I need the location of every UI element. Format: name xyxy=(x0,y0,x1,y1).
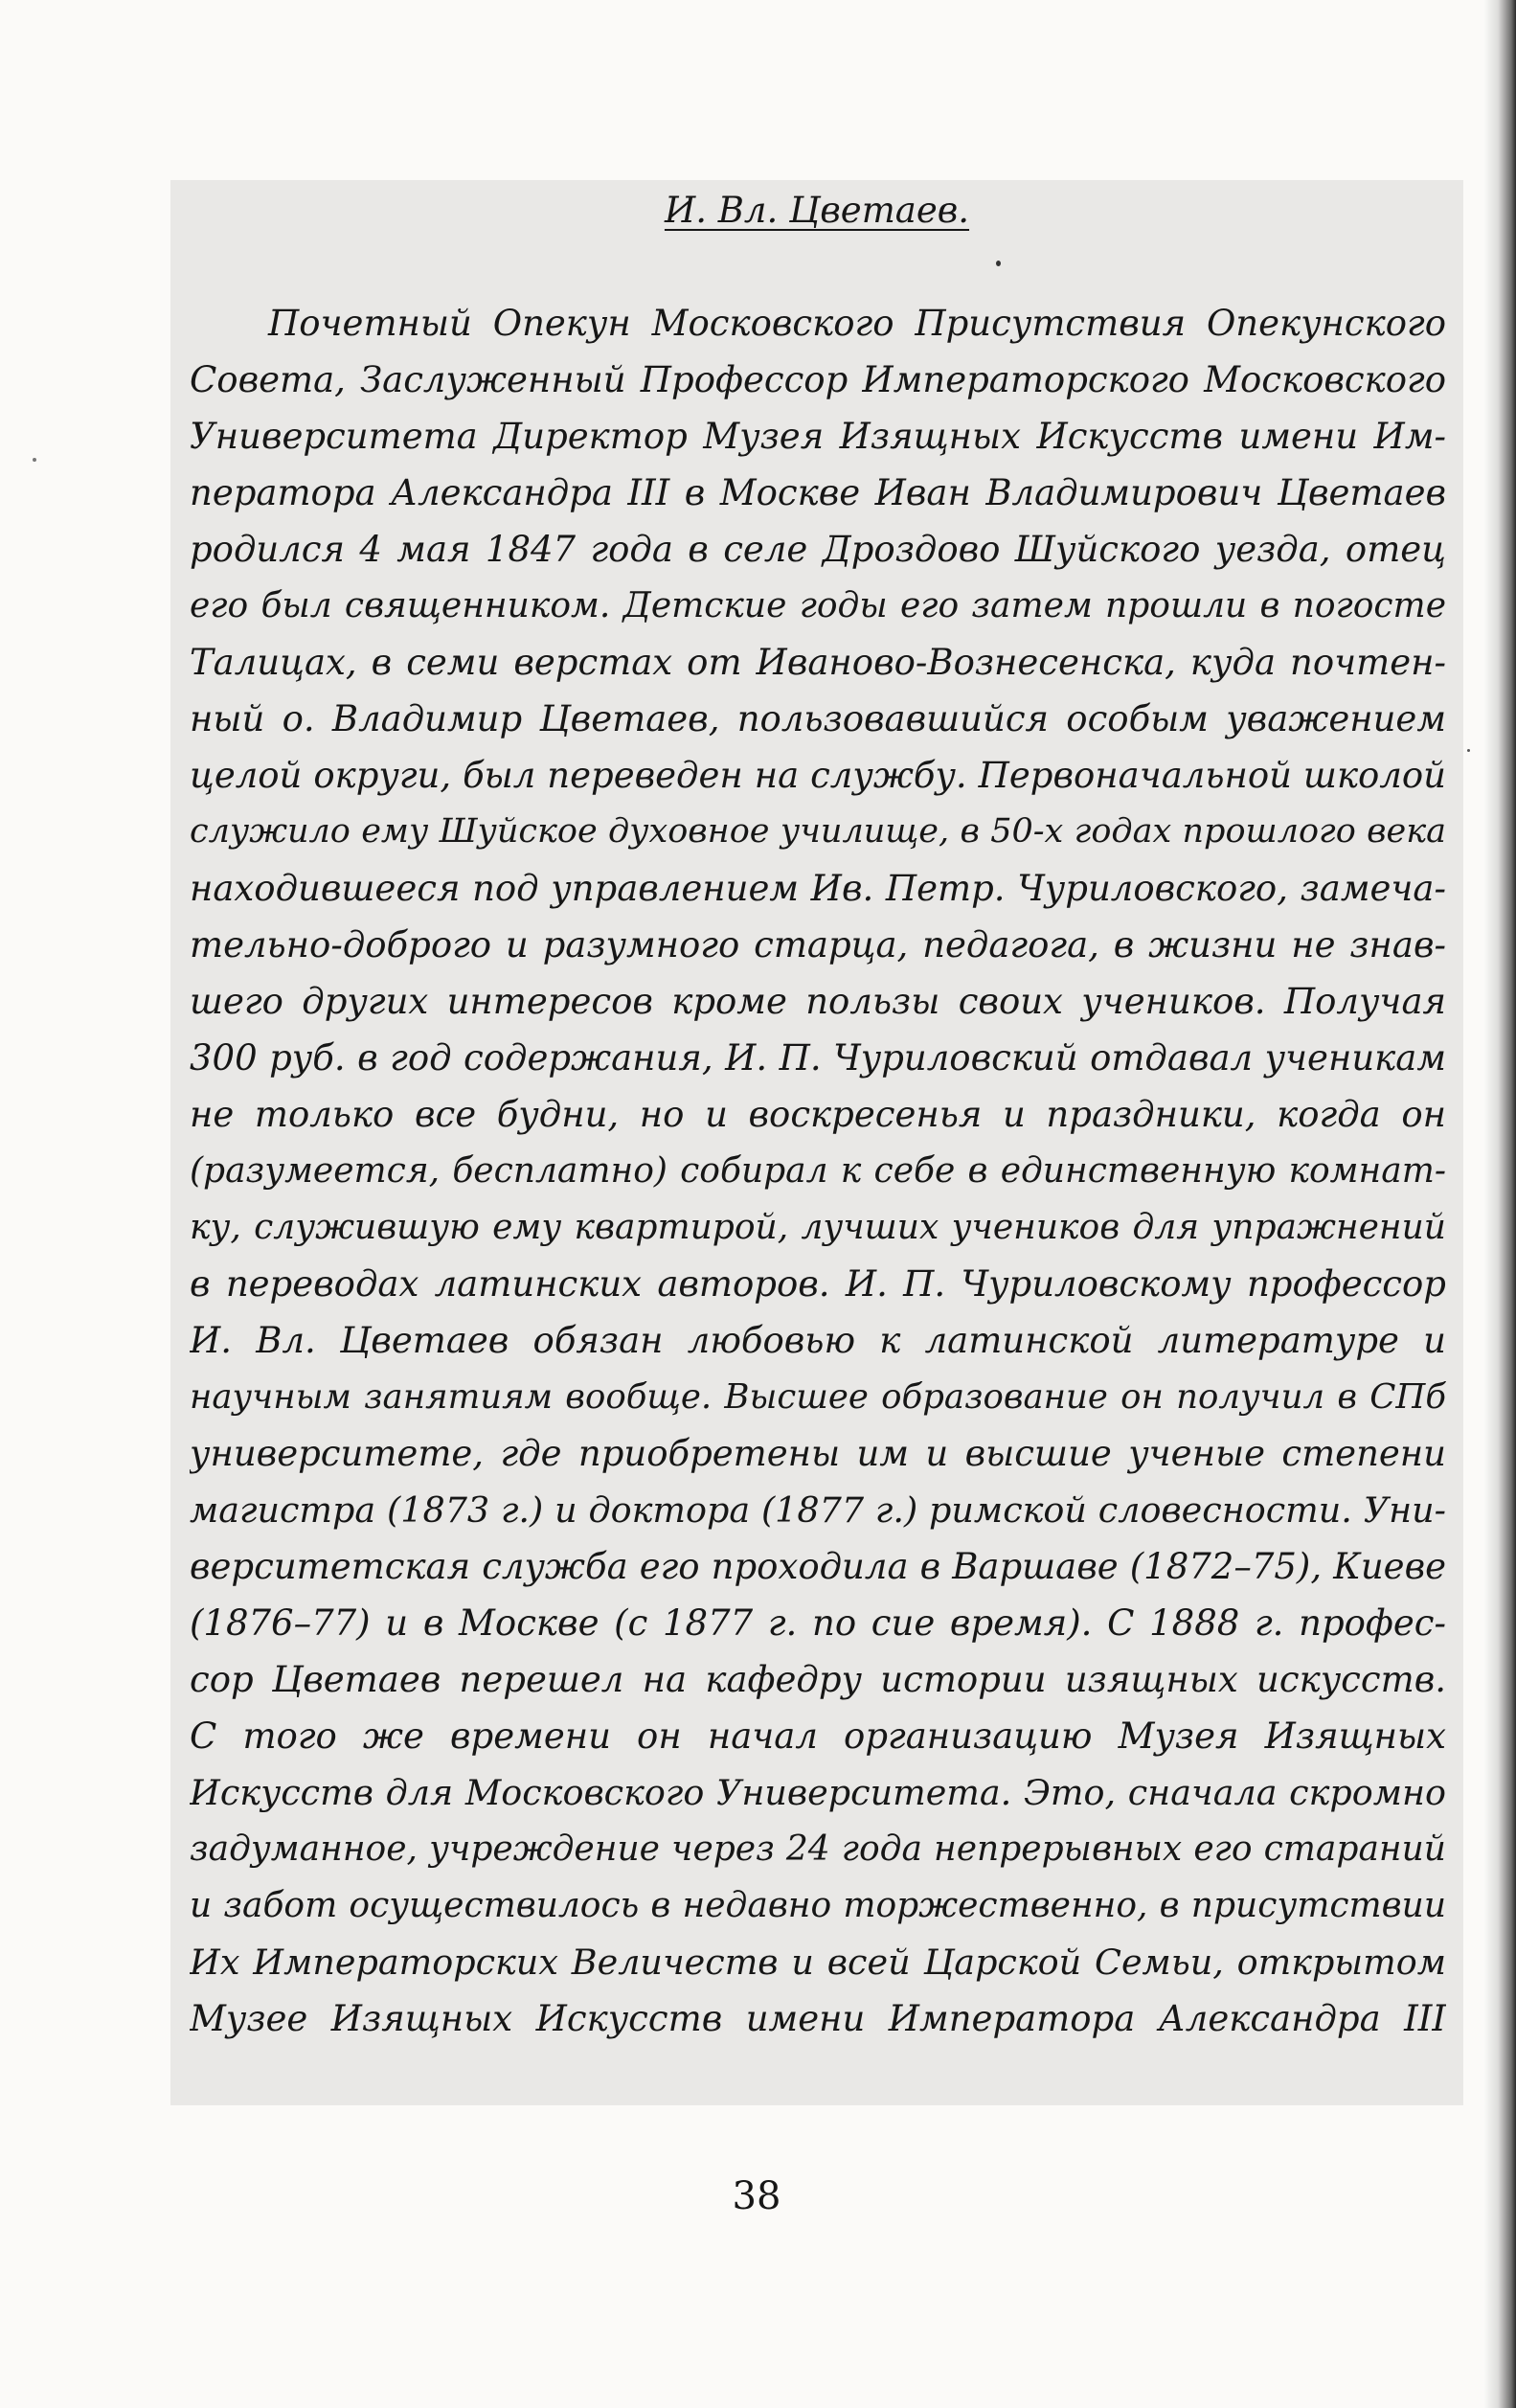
text-line: И. Вл. Цветаев обязан любовью к латинской литературе и xyxy=(190,1320,1446,1361)
text-line: Почетный Опекун Московского Присутствия Опекунского xyxy=(268,303,1446,344)
text-line: в переводах латинских авторов. И. П. Чуриловскому профессор xyxy=(190,1263,1446,1305)
page-number: 38 xyxy=(732,2174,781,2218)
text-line: целой округи, был переведен на службу. Первоначальной школой xyxy=(190,755,1446,796)
heading-text: И. Вл. Цветаев. xyxy=(664,190,970,231)
spine-shadow xyxy=(1483,0,1516,2408)
text-line: (разумеется, бесплатно) собирал к себе в единственную комнат- xyxy=(190,1151,1446,1191)
print-speck xyxy=(33,458,36,462)
print-speck xyxy=(996,261,1001,266)
text-line: ный о. Владимир Цветаев, пользовавшийся особым уважением xyxy=(190,698,1446,739)
text-line: и забот осуществилось в недавно торжественно, в присутствии xyxy=(190,1886,1446,1925)
text-line: Университета Директор Музея Изящных Искусств имени Им- xyxy=(190,416,1446,457)
text-line: родился 4 мая 1847 года в селе Дроздово Шуйского уезда, отец xyxy=(190,529,1446,570)
text-line: сор Цветаев перешел на кафедру истории изящных искусств. xyxy=(190,1659,1446,1700)
print-speck xyxy=(1467,749,1470,752)
page-heading xyxy=(170,182,1463,239)
text-line: (1876–77) и в Москве (с 1877 г. по сие время). С 1888 г. профес- xyxy=(190,1602,1446,1644)
text-line: верситетская служба его проходила в Варшаве (1872–75), Киеве xyxy=(190,1546,1446,1587)
text-line: научным занятиям вообще. Высшее образование он получил в СПб xyxy=(190,1377,1446,1417)
text-line: Талицах, в семи верстах от Иваново-Вознесенска, куда почтен- xyxy=(190,642,1446,683)
text-line: Искусств для Московского Университета. Это, сначала скромно xyxy=(190,1772,1446,1813)
text-line: Совета, Заслуженный Профессор Императорского Московского xyxy=(190,359,1446,400)
text-line: его был священником. Детские годы его затем прошли в погосте xyxy=(190,586,1446,625)
text-line: магистра (1873 г.) и доктора (1877 г.) римской словесности. Уни- xyxy=(190,1489,1446,1531)
text-line: тельно-доброго и разумного старца, педагога, в жизни не знав- xyxy=(190,924,1446,965)
text-line: служило ему Шуйское духовное училище, в 50-х годах прошлого века xyxy=(190,812,1446,851)
text-line: университете, где приобретены им и высшие ученые степени xyxy=(190,1433,1446,1474)
text-line: Музее Изящных Искусств имени Императора Александра III xyxy=(190,1998,1446,2039)
text-line: шего других интересов кроме пользы своих учеников. Получая xyxy=(190,981,1446,1022)
text-line: 300 руб. в год содержания, И. П. Чуриловский отдавал ученикам xyxy=(190,1037,1446,1079)
text-line: ператора Александра III в Москве Иван Владимирович Цветаев xyxy=(190,472,1446,513)
text-line: не только все будни, но и воскресенья и праздники, когда он xyxy=(190,1094,1446,1135)
text-line: Их Императорских Величеств и всей Царской Семьи, открытом xyxy=(190,1942,1446,1983)
text-line: ку, служившую ему квартирой, лучших учеников для упражнений xyxy=(190,1208,1446,1247)
text-line: С того же времени он начал организацию Музея Изящных xyxy=(190,1715,1446,1757)
text-line: находившееся под управлением Ив. Петр. Чуриловского, замеча- xyxy=(190,868,1446,909)
text-line: задуманное, учреждение через 24 года непрерывных его стараний xyxy=(190,1829,1446,1869)
biography-paragraph xyxy=(190,295,1446,2047)
